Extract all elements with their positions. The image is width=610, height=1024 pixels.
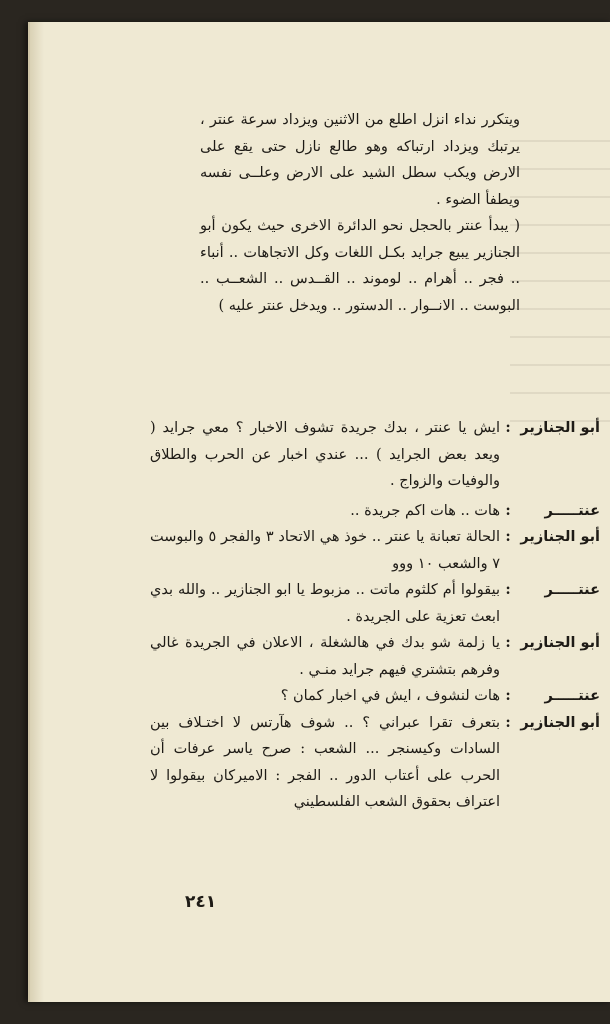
dialogue-block — [150, 415, 600, 816]
speech-text: الحالة تعبانة يا عنتر .. خوذ هي الاتحاد ٣ والفجر ٥ والبوست ٧ والشعب ١٠ ووو — [150, 529, 500, 572]
dialogue-line — [150, 710, 600, 816]
speaker-name: عنتـــــر — [544, 582, 600, 598]
speech-text: يا زلمة شو بدك في هالشغلة ، الاعلان في الجريدة غالي وفرهم بتشتري فيهم جرايد منـي . — [150, 635, 500, 678]
speaker-name: أبو الجنازير — [520, 529, 600, 545]
colon: : — [505, 634, 511, 651]
speech-text: ايش يا عنتر ، بدك جريدة تشوف الاخبار ؟ معي جرايد ( ويعد بعض الجرايد ) ... عندي اخبار عن الحرب والطلاق والوفيات والزواج . — [150, 420, 500, 489]
stage-direction-paragraph: ( يبدأ عنتر بالحجل نحو الدائرة الاخرى حيث يكون أبو الجنازير يبيع جرايد بكـل اللغات وكل الاتجاهات .. أنباء .. فجر .. أهرام .. لوموند .. القــدس .. الشعــب .. البوست .. الانــوار .. الدستور .. ويدخل عنتر عليه ) — [200, 218, 520, 314]
colon: : — [505, 501, 511, 519]
speech-text: بتعرف تقرا عبراني ؟ .. شوف هآرتس لا اختـلاف بين السادات وكيسنجر ... الشعب : صرح ياسر عرفات أن الحرب على أعتاب الدور .. الفجر : الاميركان بيقولوا لا اعتراف بحقوق الشعب الفلسطيني — [150, 714, 500, 810]
colon: : — [505, 581, 511, 598]
stage-direction-paragraph: ويتكرر نداء انزل اطلع من الاثنين ويزداد سرعة عنتر ، يرتبك ويزداد ارتباكه وهو طالع نازل حتى يقع على الارض ويكب سطل الشيد على الارض وعلــى نفسه ويطفأ الضوء . — [200, 112, 520, 208]
book-page — [28, 22, 610, 1002]
colon: : — [505, 528, 511, 545]
dialogue-line — [150, 498, 600, 525]
page-content — [150, 107, 600, 810]
speaker-name: أبو الجنازير — [520, 714, 600, 731]
colon: : — [505, 713, 511, 731]
colon: : — [505, 419, 511, 436]
stage-directions — [200, 107, 600, 319]
colon: : — [505, 687, 511, 704]
dialogue-line — [150, 577, 600, 630]
dialogue-line — [150, 415, 600, 495]
page-number: ٢٤١ — [185, 892, 217, 912]
dialogue-line — [150, 524, 600, 577]
dialogue-line — [150, 683, 600, 710]
dialogue-line — [150, 630, 600, 683]
speaker-name: أبو الجنازير — [520, 420, 600, 436]
speaker-name: عنتـــــر — [544, 688, 600, 704]
speech-text: هات لنشوف ، ايش في اخبار كمان ؟ — [280, 688, 500, 704]
speaker-name: أبو الجنازير — [520, 635, 600, 651]
speech-text: بيقولوا أم كلثوم ماتت .. مزبوط يا ابو الجنازير .. والله بدي ابعث تعزية على الجريدة . — [150, 582, 500, 625]
speech-text: هات .. هات اكم جريدة .. — [350, 502, 500, 519]
speaker-name: عنتـــــر — [544, 502, 600, 519]
